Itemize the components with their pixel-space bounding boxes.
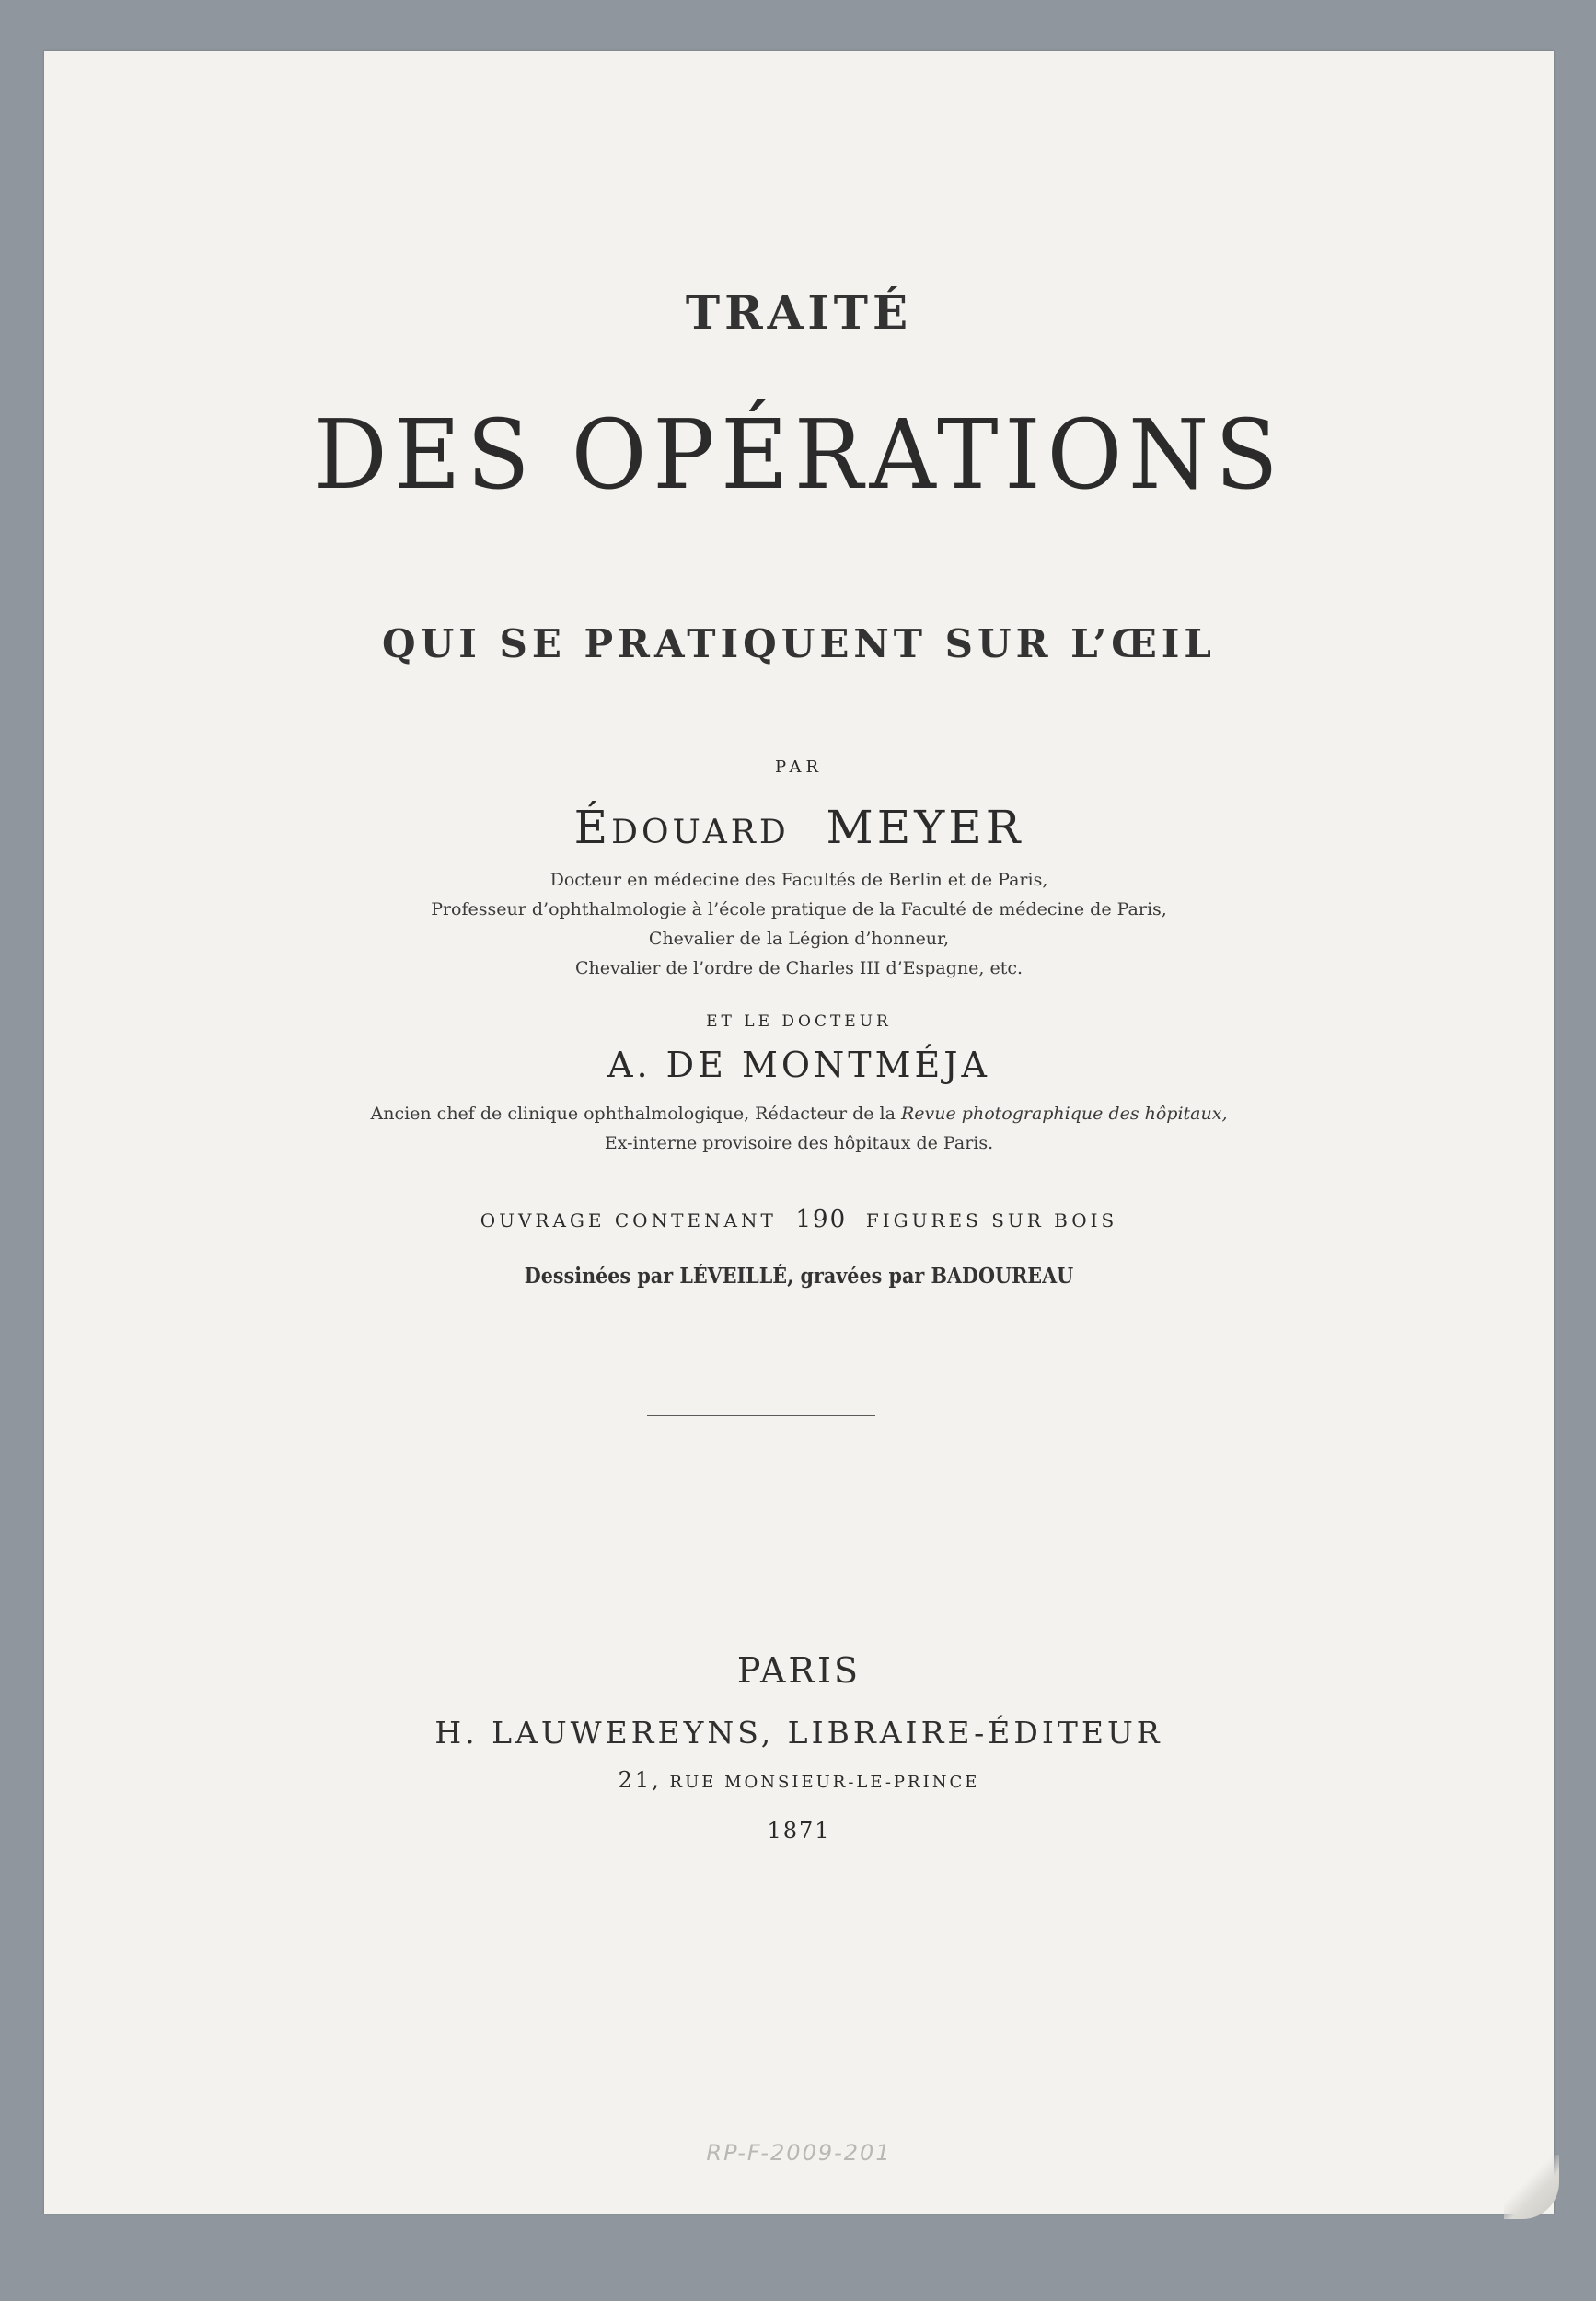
work-prefix: OUVRAGE CONTENANT [480,1209,777,1231]
author-1-credential: Professeur d’ophthalmologie à l’école pratique de la Faculté de médecine de Paris, [431,899,1167,919]
imprint-address [44,1767,1554,1793]
illustrators-line: Dessinées par LÉVEILLÉ, gravées par BADOUREAU [524,1264,1074,1289]
author-1-credential: Chevalier de la Légion d’honneur, [648,929,950,949]
imprint-publisher: H. LAUWEREYNS, LIBRAIRE-ÉDITEUR [434,1715,1163,1751]
and-doctor-label: ET LE DOCTEUR [706,1012,892,1031]
author-1-credential: Chevalier de l’ordre de Charles III d’Espagne, etc. [574,958,1024,978]
title-page [44,51,1554,2214]
title-line-3: QUI SE PRATIQUENT SUR L’ŒIL [382,621,1216,666]
title-line-1: TRAITÉ [685,285,913,340]
title-line-2: DES OPÉRATIONS [313,399,1285,511]
by-label: PAR [774,757,823,777]
author-1-first-rest: DOUARD [611,814,790,851]
address-number: 21, [618,1767,662,1793]
author-1-last-name: MEYER [826,801,1024,854]
author-2-credential [44,1104,1554,1124]
author-1-credential: Docteur en médecine des Facultés de Berlin et de Paris, [549,870,1048,890]
author-1-name [44,801,1554,854]
author-1-first-initial: É [573,801,612,854]
address-street: RUE MONSIEUR-LE-PRINCE [669,1773,980,1792]
author-2-credential-prefix: Ancien chef de clinique ophthalmologique, Rédacteur de la [370,1104,901,1124]
inventory-mark: RP-F-2009-201 [706,2140,892,2166]
work-description [44,1206,1554,1233]
author-2-credential: Ex-interne provisoire des hôpitaux de Paris. [604,1133,994,1153]
work-suffix: FIGURES SUR BOIS [865,1209,1118,1231]
figure-count: 190 [795,1206,848,1233]
imprint-year: 1871 [767,1818,831,1844]
imprint-city: PARIS [736,1650,862,1691]
author-2-name: A. DE MONTMÉJA [607,1045,990,1085]
journal-title: Revue photographique des hôpitaux, [900,1104,1228,1124]
divider-rule [647,1415,875,1416]
